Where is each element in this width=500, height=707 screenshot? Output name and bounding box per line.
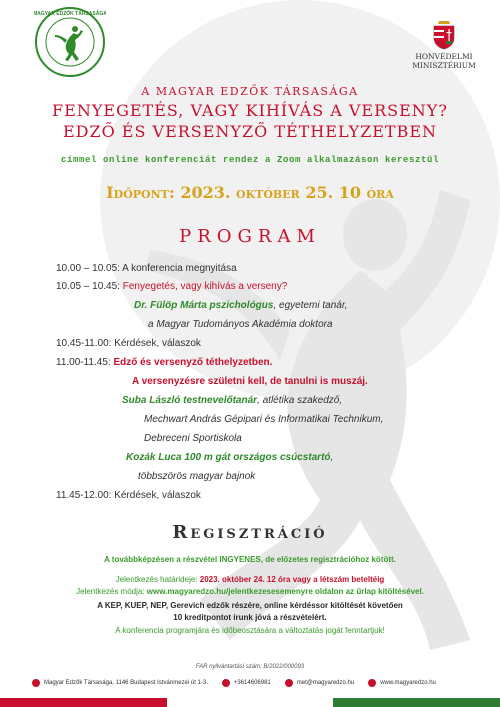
far-number: FAR nyilvántartási szám: B/2022/000093 [195, 664, 305, 670]
program-item-qa-1: 10.45-11.00: Kérdések, válaszok [56, 338, 201, 349]
registration-heading: Regisztráció [172, 522, 328, 543]
credit-note-2: 10 kreditpontot írunk jóvá a részvételért. [173, 613, 327, 622]
flag-stripe-red [0, 698, 167, 707]
program-speaker-1-title: a Magyar Tudományos Akadémia doktora [148, 319, 333, 330]
web-icon [368, 679, 376, 687]
program-lecture-2-subtitle: A versenyzésre születni kell, de tanulni is muszáj. [132, 376, 368, 387]
organizer-name: A MAGYAR EDZŐK TÁRSASÁGA [141, 85, 359, 98]
program-item-lecture-2: 11.00-11.45: Edző és versenyző téthelyzetben. [56, 357, 273, 368]
location-icon [32, 679, 40, 687]
footer-web[interactable]: www.magyaredzo.hu [380, 680, 436, 686]
registration-free-note: A továbbképzésen a részvétel INGYENES, de előzetes regisztrációhoz kötött. [104, 555, 396, 564]
program-item-opening: 10.00 – 10.05: A konferencia megnyitása [56, 263, 237, 274]
coat-of-arms-icon [432, 20, 456, 50]
footer-bar [32, 677, 472, 689]
change-disclaimer: A konferencia programjára és időbeosztására a változtatás jogát fenntartjuk! [115, 626, 385, 635]
program-item-qa-2: 11.45-12.00: Kérdések, válaszok [56, 490, 201, 501]
flag-stripe-green [333, 698, 500, 707]
program-speaker-2-org-2: Debreceni Sportiskola [144, 433, 242, 444]
registration-deadline: Jelentkezés határideje: 2023. október 24. 12 óra vagy a létszám beteltéig [115, 575, 385, 584]
program-speaker-2: Suba László testnevelőtanár, atlétika szakedző, [122, 395, 343, 406]
flag-stripe [0, 698, 500, 707]
program-speaker-3: Kozák Luca 100 m gát országos csúcstartó, [126, 452, 334, 463]
footer-address: Magyar Edzők Társasága, 1146 Budapest Istvánmezei út 1-3. [44, 680, 208, 686]
ministry-name-1: HONVÉDELMI [415, 52, 473, 61]
program-speaker-3-title: többszörös magyar bajnok [138, 471, 256, 482]
program-speaker-1: Dr. Fülöp Márta pszichológus, egyetemi tanár, [134, 300, 348, 311]
phone-icon [222, 679, 230, 687]
registration-method: Jelentkezés módja: www.magyaredzo.hu/jelentkezesesemenyre oldalon az űrlap kitöltésével. [76, 587, 424, 596]
title-line-2: EDZŐ ÉS VERSENYZŐ TÉTHELYZETBEN [62, 122, 438, 141]
discus-thrower-logo [34, 6, 106, 78]
email-icon [285, 679, 293, 687]
footer-email[interactable]: met@magyaredzo.hu [296, 680, 355, 686]
ministry-name-2: MINISZTÉRIUM [412, 61, 476, 70]
program-item-lecture-1: 10.05 – 10.45: Fenyegetés, vagy kihívás a verseny? [56, 281, 288, 292]
program-heading: PROGRAM [179, 226, 321, 247]
program-speaker-2-org: Mechwart András Gépipari és Informatikai Technikum, [144, 414, 384, 425]
svg-text:MAGYAR EDZŐK TÁRSASÁGA: MAGYAR EDZŐK TÁRSASÁGA [34, 11, 106, 17]
footer-phone: +3614606981 [233, 680, 271, 686]
ministry-block [404, 20, 484, 90]
flag-stripe-white [167, 698, 334, 707]
credit-note-1: A KEP, KUEP, NEP, Gerevich edzők részére, online kérdéssor kitöltését követően [97, 601, 403, 610]
association-logo [34, 6, 106, 78]
subtitle: címmel online konferenciát rendez a Zoom alkalmazáson keresztül [60, 155, 440, 165]
date-line: Időpont: 2023. október 25. 10 óra [106, 183, 394, 202]
title-line-1: FENYEGETÉS, VAGY KIHÍVÁS A VERSENY? [52, 101, 448, 120]
